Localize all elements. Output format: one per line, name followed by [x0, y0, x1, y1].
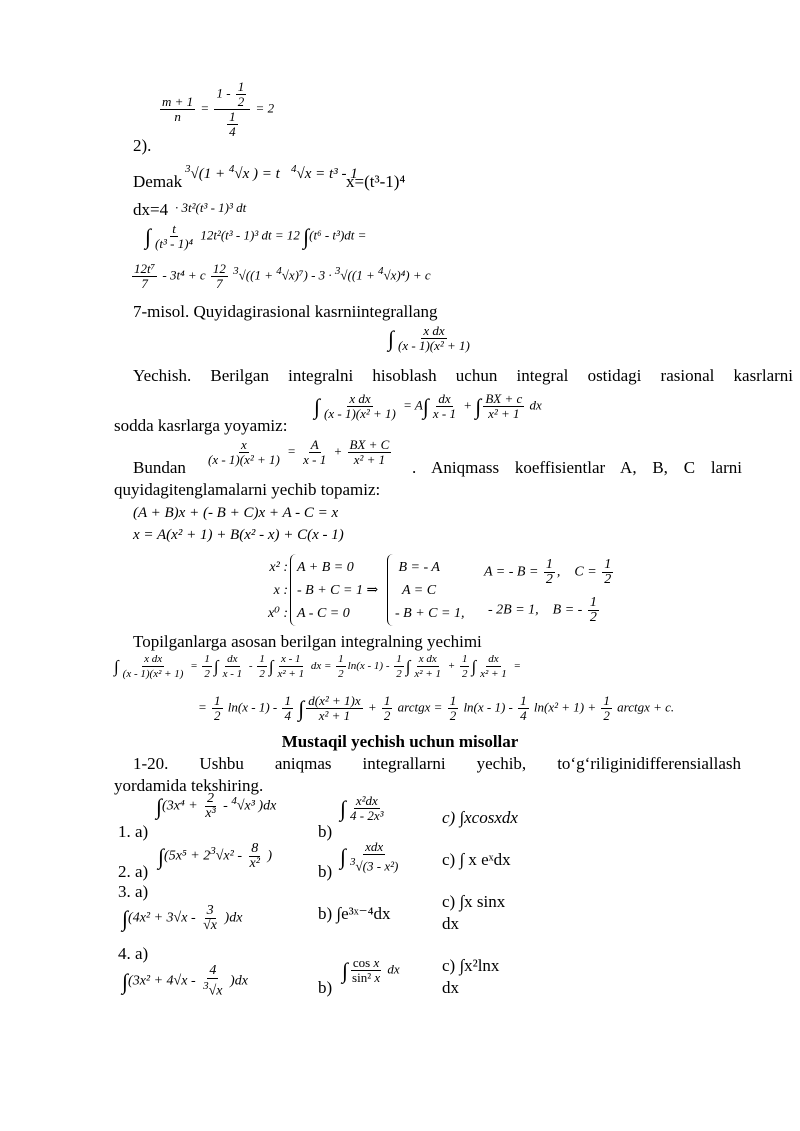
section-intro-1: 1-20. Ushbu aniqmas integrallarni yechib, to‘g‘riliginidifferensiallash — [133, 754, 741, 773]
formula-solution-1: ∫ $\frac{\text{x dx}}{\text{(x - 1)(x² + 1)}}$ = $\frac{1}{2}$ ∫ $\frac{dx}{x - 1}$ - $\frac{1}{2}$ ∫ $\frac{x - 1}{\text{x² + 1}}$ dx = $\frac{1}{2}$ ln(x - 1) - $\frac{1}{2}$ ∫ $\frac{\text{x dx}}{\text{x² + 1}}$ + $\frac{1}{2}$ ∫ $\frac{dx}{\text{x² + 1}}$ = — [114, 653, 521, 680]
task-4b-formula: ∫ $\frac{\text{cos x}}{\text{sin² x}}$ dx — [342, 955, 400, 985]
demak-tail: x=(t³-1)⁴ — [346, 172, 406, 191]
task-1b-label: b) — [318, 822, 333, 841]
formula-dx: · 3t²(t³ - 1)³ dt — [175, 200, 247, 215]
task-1-num: 1. a) — [118, 822, 149, 841]
formula-identity: x = A(x² + 1) + B(x² - x) + C(x - 1) — [133, 527, 344, 543]
task-3-num: 3. a) — [118, 882, 149, 901]
task-4b-label: b) — [318, 978, 333, 997]
system-brace-right — [387, 554, 394, 626]
task-4a-formula: ∫(3x² + 4√x - $\frac{4}{^3√x}$ )dx — [122, 963, 248, 999]
system-equations: A + B = 0 - B + C = 1 ⇒ A - C = 0 — [297, 560, 379, 621]
task-2c: c) ∫ x eˣdx — [442, 850, 511, 869]
task-1c: c) ∫xcosxdx — [442, 808, 518, 827]
example7-title: 7-misol. Quyidagirasional kasrniintegrallang — [133, 302, 438, 321]
item-label: 2). — [133, 136, 152, 155]
coef-text2: quyidagitenglamalarni yechib topamiz: — [114, 480, 381, 499]
section-heading: Mustaqil yechish uchun misollar — [281, 732, 519, 751]
task-2b-label: b) — [318, 862, 333, 881]
task-3a-formula: ∫(4x² + 3√x - $\frac{3}{√x}$ )dx — [122, 903, 243, 933]
system-powers: x² : x : x⁰ : — [268, 560, 288, 621]
yechish-line: Yechish. Berilgan integralni hisoblash uchun integral ostidagi rasional kasrlarni — [133, 366, 793, 385]
task-2-num: 2. a) — [118, 862, 149, 881]
system-brace-left — [290, 554, 297, 626]
task-3c-dx: dx — [442, 914, 459, 933]
formula-substitution: $^3$√(1 + $^4$√x ) = t $^4$√x = t³ - 1 — [185, 163, 358, 182]
topil-text: Topilganlarga asosan berilgan integralning yechimi — [133, 632, 482, 651]
system-values-1: A = - B = $\frac{1}{2}$ , C = $\frac{1}{2}$ — [484, 557, 612, 587]
coef-text: . Aniqmass koeffisientlar A, B, C larni — [412, 458, 742, 477]
formula-integral-t: ∫ $\frac{t}{\text{(t³ - 1)⁴}}$ 12t²(t³ - 1)³ dt = 12 ∫(t⁶ - t³)dt = — [145, 221, 367, 251]
formula-solution-2: = $\frac{1}{2}$ ln(x - 1) - $\frac{1}{4}$ ∫ $\frac{\text{d(x² + 1)x}}{\text{x² + 1}}$ + $\frac{1}{2}$ arctgx = $\frac{1}{2}$ ln(x - 1) - $\frac{1}{4}$ ln(x² + 1) + $\frac{1}{2}$ arctgx + c. — [198, 693, 675, 723]
dx-label: dx=4 — [133, 200, 169, 219]
formula-result-t: $\frac{\text{12t⁷}}{7}$ - 3t⁴ + c $\frac{12}{7}$ $^3$√((1 + $^4$√x)⁷) - 3 · $^3$√((1 + $^4$√x)⁴) + c — [134, 261, 431, 291]
formula-mn-ratio: $\frac{m + 1}{n}$ = 1 - $\frac{1}{2}$ $\frac{1}{4}$ = 2 — [162, 79, 275, 139]
task-3c: c) ∫x sinx — [442, 892, 506, 911]
task-3b: b) ∫e³ˣ⁻⁴dx — [318, 904, 391, 923]
task-1a-formula: ∫(3x⁴ + $\frac{2}{\text{x³}}$ - $^4$√x³ )dx — [156, 791, 277, 821]
formula-example7: ∫ $\frac{\text{x dx}}{\text{(x - 1)(x² + 1)}}$ — [388, 323, 470, 353]
task-1b-formula: ∫ $\frac{\text{x²dx}}{\text{4 - 2x³}}$ — [340, 793, 384, 823]
task-2b-formula: ∫ $\frac{\text{xdx}}{^3√(3 - x^2)}$ — [340, 839, 399, 874]
system-solved: B = - A A = C - B + C = 1, — [395, 560, 465, 621]
formula-partial-fraction: $\frac{x}{\text{(x - 1)(x² + 1)}}$ = $\frac{A}{x - 1}$ + $\frac{BX + C}{\text{x² + 1}}$ — [208, 437, 390, 467]
task-2a-formula: $\int(5x^5 + 2^3√x^2$ - $\frac{8}{\text{x²}}$ ) — [158, 841, 273, 871]
system-values-2: - 2B = 1, B = - $\frac{1}{2}$ — [488, 595, 597, 625]
demak-label: Demak — [133, 172, 183, 191]
section-intro-2: yordamida tekshiring. — [114, 776, 264, 795]
task-4-num: 4. a) — [118, 944, 149, 963]
task-4c-dx: dx — [442, 978, 459, 997]
task-4c: c) ∫x²lnx — [442, 956, 500, 975]
bundan-label: Bundan — [133, 458, 186, 477]
formula-expanded: (A + B)x + (- B + C)x + A - C = x — [133, 505, 339, 521]
sodda-label: sodda kasrlarga yoyamiz: — [114, 416, 288, 435]
formula-decompose: ∫ $\frac{\text{x dx}}{\text{(x - 1)(x² + 1)}}$ = A∫ $\frac{dx}{x - 1}$ + ∫ $\frac{BX + c}{\text{x² + 1}}$ dx — [314, 391, 542, 421]
